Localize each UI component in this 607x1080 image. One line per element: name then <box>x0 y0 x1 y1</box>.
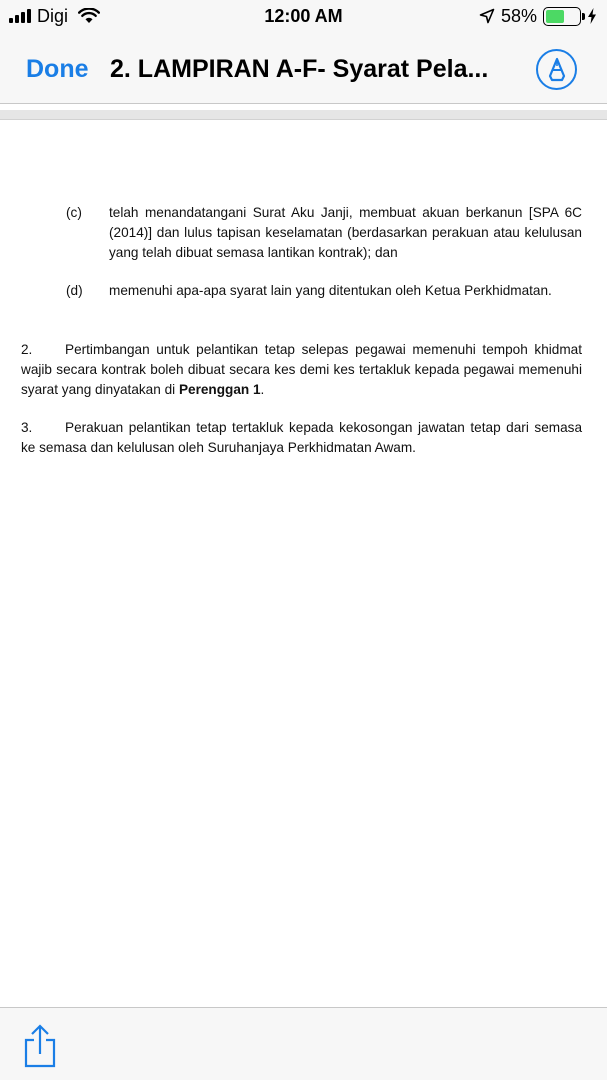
list-item-label: (d) <box>66 283 83 298</box>
status-bar <box>0 0 607 34</box>
markup-button[interactable] <box>536 49 577 90</box>
location-icon <box>479 8 495 24</box>
charging-icon <box>587 8 597 24</box>
list-item-text: memenuhi apa-apa syarat lain yang ditentukan oleh Ketua Perkhidmatan. <box>109 283 552 298</box>
paragraph-text: Perakuan pelantikan tetap tertakluk kepada kekosongan jawatan tetap dari semasa ke semasa dan kelulusan oleh Suruhanjaya Perkhidmatan Awam. <box>21 420 582 455</box>
nav-bar <box>0 34 607 104</box>
bottom-toolbar <box>0 1007 607 1080</box>
markup-icon <box>545 57 569 83</box>
paragraph-end: . <box>260 382 265 397</box>
status-time: 12:00 AM <box>264 6 343 26</box>
paragraph-2 <box>21 340 582 400</box>
document-title: 2. LAMPIRAN A-F- Syarat Pela... <box>110 55 489 83</box>
page-separator <box>0 110 607 120</box>
list-item-text: telah menandatangani Surat Aku Janji, membuat akuan berkanun [SPA 6C (2014)] dan lulus tapisan keselamatan (berdasarkan perakuan atau kelulusan yang telah dibuat semasa lantikan kontrak); dan <box>109 205 582 260</box>
done-button[interactable]: Done <box>26 55 89 83</box>
paragraph-number: 3. <box>21 420 33 435</box>
paragraph-3 <box>21 418 582 458</box>
paragraph-text: Pertimbangan untuk pelantikan tetap selepas pegawai memenuhi tempoh khidmat wajib secara kontrak boleh dibuat secara kes demi kes tertakluk kepada pegawai memenuhi syarat yang dinyatakan di <box>21 342 582 397</box>
battery-percent: 58% <box>500 6 537 26</box>
list-item-d <box>66 281 582 301</box>
document-page <box>0 121 607 1007</box>
carrier-name: Digi <box>37 6 69 26</box>
paragraph-reference: Perenggan 1 <box>178 382 261 397</box>
share-icon[interactable] <box>22 1024 58 1068</box>
status-right <box>479 6 597 26</box>
paragraph-number: 2. <box>21 342 33 357</box>
list-item-c <box>66 203 582 263</box>
list-item-label: (c) <box>66 205 82 220</box>
battery-fill <box>546 10 564 23</box>
battery-icon <box>543 7 581 26</box>
